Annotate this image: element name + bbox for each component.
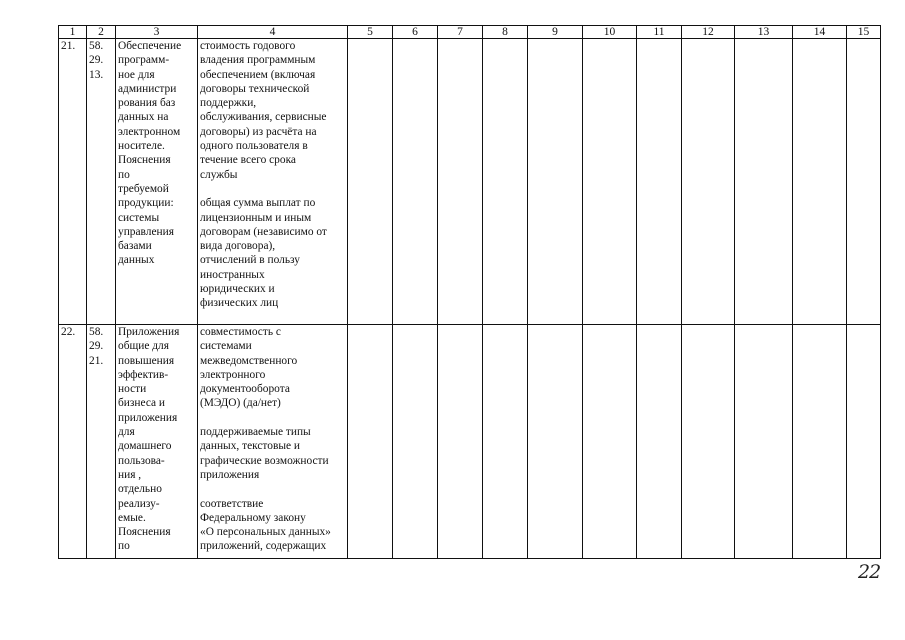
- column-header: 7: [438, 26, 483, 39]
- text-line: лицензионным и иным: [200, 211, 312, 224]
- paragraph-gap: [200, 411, 345, 425]
- empty-cell: [393, 39, 438, 325]
- text-line: данных на: [118, 111, 169, 124]
- column-header: 2: [87, 26, 116, 39]
- okpd-code-cell: [87, 325, 116, 559]
- column-header: 11: [637, 26, 682, 39]
- empty-cell: [847, 325, 881, 559]
- text-line: электронном: [118, 125, 181, 138]
- text-line: службы: [200, 168, 238, 181]
- empty-cell: [847, 39, 881, 325]
- text-line: иностранных: [200, 268, 265, 281]
- text-line: ное для: [118, 68, 155, 81]
- empty-cell: [583, 39, 637, 325]
- text-line: администри: [118, 82, 177, 95]
- column-header: 8: [483, 26, 528, 39]
- code-line: 58.: [89, 326, 104, 338]
- text-line: системами: [200, 340, 252, 353]
- empty-cell: [682, 325, 735, 559]
- characteristics-cell: [198, 325, 348, 559]
- empty-cell: [528, 325, 583, 559]
- text-line: для: [118, 426, 135, 439]
- text-line: бизнеса и: [118, 397, 166, 410]
- text-line: емые.: [118, 511, 146, 524]
- empty-cell: [348, 39, 393, 325]
- column-number-header-row: [59, 26, 881, 39]
- text-line: общие для: [118, 340, 169, 353]
- empty-cell: [682, 39, 735, 325]
- empty-cell: [583, 325, 637, 559]
- text-line: данных, текстовые и: [200, 440, 300, 453]
- text-line: реализу-: [118, 497, 160, 510]
- text-line: документооборота: [200, 383, 290, 396]
- text-line: обслуживания, сервисные: [200, 111, 327, 124]
- empty-cell: [438, 325, 483, 559]
- empty-cell: [793, 39, 847, 325]
- text-line: юридических и: [200, 283, 275, 296]
- column-header: 4: [198, 26, 348, 39]
- column-header: 10: [583, 26, 637, 39]
- text-line: вида договора),: [200, 240, 276, 253]
- code-line: 29.: [89, 54, 104, 67]
- code-line: 29.: [89, 340, 104, 353]
- empty-cell: [735, 39, 793, 325]
- product-name-cell: [116, 325, 198, 559]
- text-line: по: [118, 540, 130, 553]
- text-line: Обеспечение: [118, 40, 182, 52]
- empty-cell: [637, 325, 682, 559]
- text-line: поддерживаемые типы: [200, 426, 311, 439]
- row-number: 22.: [59, 325, 87, 559]
- empty-cell: [735, 325, 793, 559]
- text-line: договоры) из расчёта на: [200, 125, 317, 138]
- text-line: программ-: [118, 54, 170, 67]
- code-line: 13.: [89, 68, 104, 81]
- text-line: по: [118, 168, 130, 181]
- okpd-code-cell: [87, 39, 116, 325]
- text-line: электронного: [200, 368, 266, 381]
- text-line: договорам (независимо от: [200, 225, 327, 238]
- text-line: стоимость годового: [200, 40, 296, 52]
- paragraph-gap: [200, 482, 345, 496]
- text-line: соответствие: [200, 497, 264, 510]
- text-line: Пояснения: [118, 154, 171, 167]
- empty-cell: [528, 39, 583, 325]
- text-line: межведомственного: [200, 354, 298, 367]
- handwritten-page-number: 22: [858, 561, 881, 583]
- characteristics-cell: [198, 39, 348, 325]
- text-line: системы: [118, 211, 160, 224]
- empty-cell: [483, 39, 528, 325]
- column-header: 3: [116, 26, 198, 39]
- table-row: [59, 39, 881, 325]
- text-line: Пояснения: [118, 526, 171, 539]
- text-line: течение всего срока: [200, 154, 296, 167]
- table-row: [59, 325, 881, 559]
- text-line: Приложения: [118, 326, 180, 338]
- code-line: 21.: [89, 354, 104, 367]
- text-line: поддержки,: [200, 97, 257, 110]
- column-header: 13: [735, 26, 793, 39]
- text-line: отдельно: [118, 483, 162, 496]
- paragraph-gap: [200, 182, 345, 196]
- text-line: одного пользователя в: [200, 140, 308, 153]
- text-line: домашнего: [118, 440, 172, 453]
- column-header: 6: [393, 26, 438, 39]
- text-line: «О персональных данных»: [200, 526, 331, 539]
- text-line: ния ,: [118, 468, 142, 481]
- text-line: договоры технической: [200, 82, 310, 95]
- empty-cell: [483, 325, 528, 559]
- text-line: приложений, содержащих: [200, 540, 327, 553]
- text-line: продукции:: [118, 197, 174, 210]
- text-line: (МЭДО) (да/нет): [200, 397, 281, 410]
- column-header: 14: [793, 26, 847, 39]
- text-line: отчислений в пользу: [200, 254, 300, 267]
- row-number: 21.: [59, 39, 87, 325]
- text-line: данных: [118, 254, 155, 267]
- text-line: ности: [118, 383, 147, 396]
- empty-cell: [438, 39, 483, 325]
- product-name-cell: [116, 39, 198, 325]
- text-line: рования баз: [118, 97, 176, 110]
- text-line: эффектив-: [118, 368, 169, 381]
- text-line: совместимость с: [200, 326, 281, 338]
- text-line: базами: [118, 240, 152, 253]
- text-line: владения программным: [200, 54, 316, 67]
- column-header: 5: [348, 26, 393, 39]
- text-line: пользова-: [118, 454, 165, 467]
- code-line: 58.: [89, 40, 104, 52]
- text-line: носителе.: [118, 140, 165, 153]
- text-line: графические возможности: [200, 454, 329, 467]
- requirements-table: [58, 25, 881, 559]
- text-line: общая сумма выплат по: [200, 197, 316, 210]
- column-header: 9: [528, 26, 583, 39]
- text-line: приложения: [200, 468, 260, 481]
- text-line: Федеральному закону: [200, 511, 306, 524]
- empty-cell: [637, 39, 682, 325]
- column-header: 12: [682, 26, 735, 39]
- text-line: физических лиц: [200, 297, 279, 310]
- empty-cell: [793, 325, 847, 559]
- column-header: 15: [847, 26, 881, 39]
- text-line: повышения: [118, 354, 175, 367]
- empty-cell: [348, 325, 393, 559]
- text-line: приложения: [118, 411, 178, 424]
- column-header: 1: [59, 26, 87, 39]
- empty-cell: [393, 325, 438, 559]
- text-line: управления: [118, 225, 174, 238]
- text-line: обеспечением (включая: [200, 68, 316, 81]
- text-line: требуемой: [118, 182, 169, 195]
